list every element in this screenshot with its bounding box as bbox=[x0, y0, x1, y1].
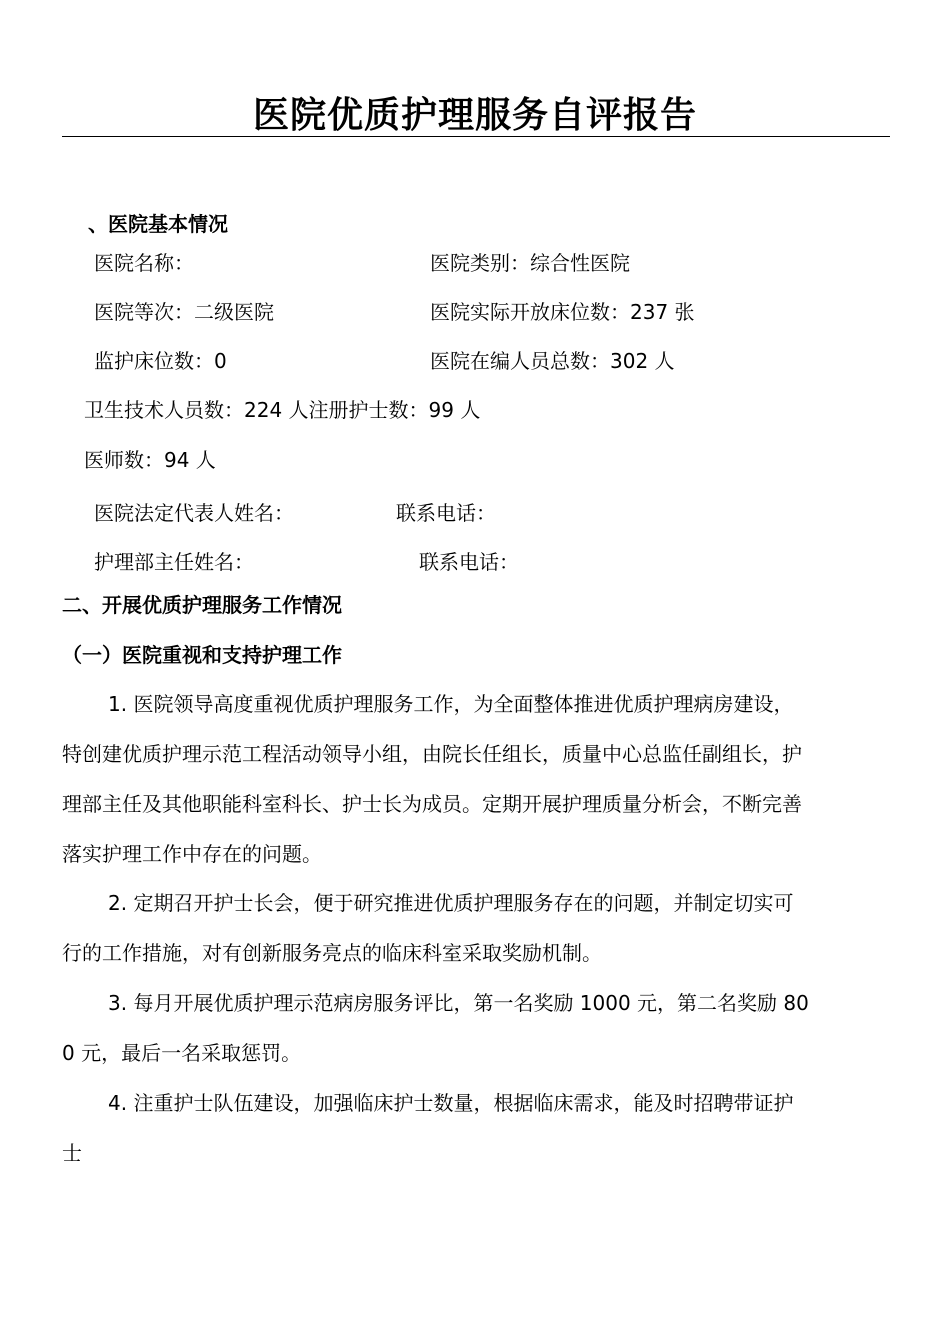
hospital-grade-field: 医院等次：二级医院 bbox=[94, 300, 274, 324]
tech-staff-field: 卫生技术人员数：224 人注册护士数：99 人 bbox=[84, 398, 481, 422]
hospital-type-field: 医院类别：综合性医院 bbox=[430, 251, 630, 275]
paragraph-1-line: 1. 医院领导高度重视优质护理服务工作，为全面整体推进优质护理病房建设， bbox=[108, 692, 794, 716]
nursing-director-field: 护理部主任姓名： bbox=[94, 550, 254, 574]
paragraph-1-line: 理部主任及其他职能科室科长、护士长为成员。定期开展护理质量分析会，不断完善 bbox=[62, 792, 802, 816]
title-underline bbox=[62, 136, 890, 137]
staff-total-field: 医院在编人员总数：302 人 bbox=[430, 349, 675, 373]
paragraph-2-line: 行的工作措施，对有创新服务亮点的临床科室采取奖励机制。 bbox=[62, 941, 602, 965]
section1-heading: 、医院基本情况 bbox=[88, 212, 228, 236]
open-beds-field: 医院实际开放床位数：237 张 bbox=[430, 300, 695, 324]
paragraph-2-line: 2. 定期召开护士长会，便于研究推进优质护理服务存在的问题，并制定切实可 bbox=[108, 891, 794, 915]
nursing-director-phone-field: 联系电话： bbox=[419, 550, 519, 574]
section2-heading: 二、开展优质护理服务工作情况 bbox=[62, 593, 342, 617]
paragraph-4-line: 士 bbox=[62, 1141, 82, 1165]
hospital-name-field: 医院名称： bbox=[94, 251, 194, 275]
paragraph-3-line: 0 元，最后一名采取惩罚。 bbox=[62, 1041, 302, 1065]
paragraph-1-line: 落实护理工作中存在的问题。 bbox=[62, 842, 322, 866]
paragraph-1-line: 特创建优质护理示范工程活动领导小组，由院长任组长，质量中心总监任副组长，护 bbox=[62, 742, 802, 766]
legal-rep-field: 医院法定代表人姓名： bbox=[94, 501, 294, 525]
section2-subheading: （一）医院重视和支持护理工作 bbox=[62, 643, 342, 667]
page-title: 医院优质护理服务自评报告 bbox=[252, 95, 697, 136]
physicians-field: 医师数：94 人 bbox=[84, 448, 216, 472]
paragraph-4-line: 4. 注重护士队伍建设，加强临床护士数量，根据临床需求，能及时招聘带证护 bbox=[108, 1091, 794, 1115]
monitor-beds-field: 监护床位数：0 bbox=[94, 349, 227, 373]
paragraph-3-line: 3. 每月开展优质护理示范病房服务评比，第一名奖励 1000 元，第二名奖励 80 bbox=[108, 991, 809, 1015]
legal-rep-phone-field: 联系电话： bbox=[396, 501, 496, 525]
